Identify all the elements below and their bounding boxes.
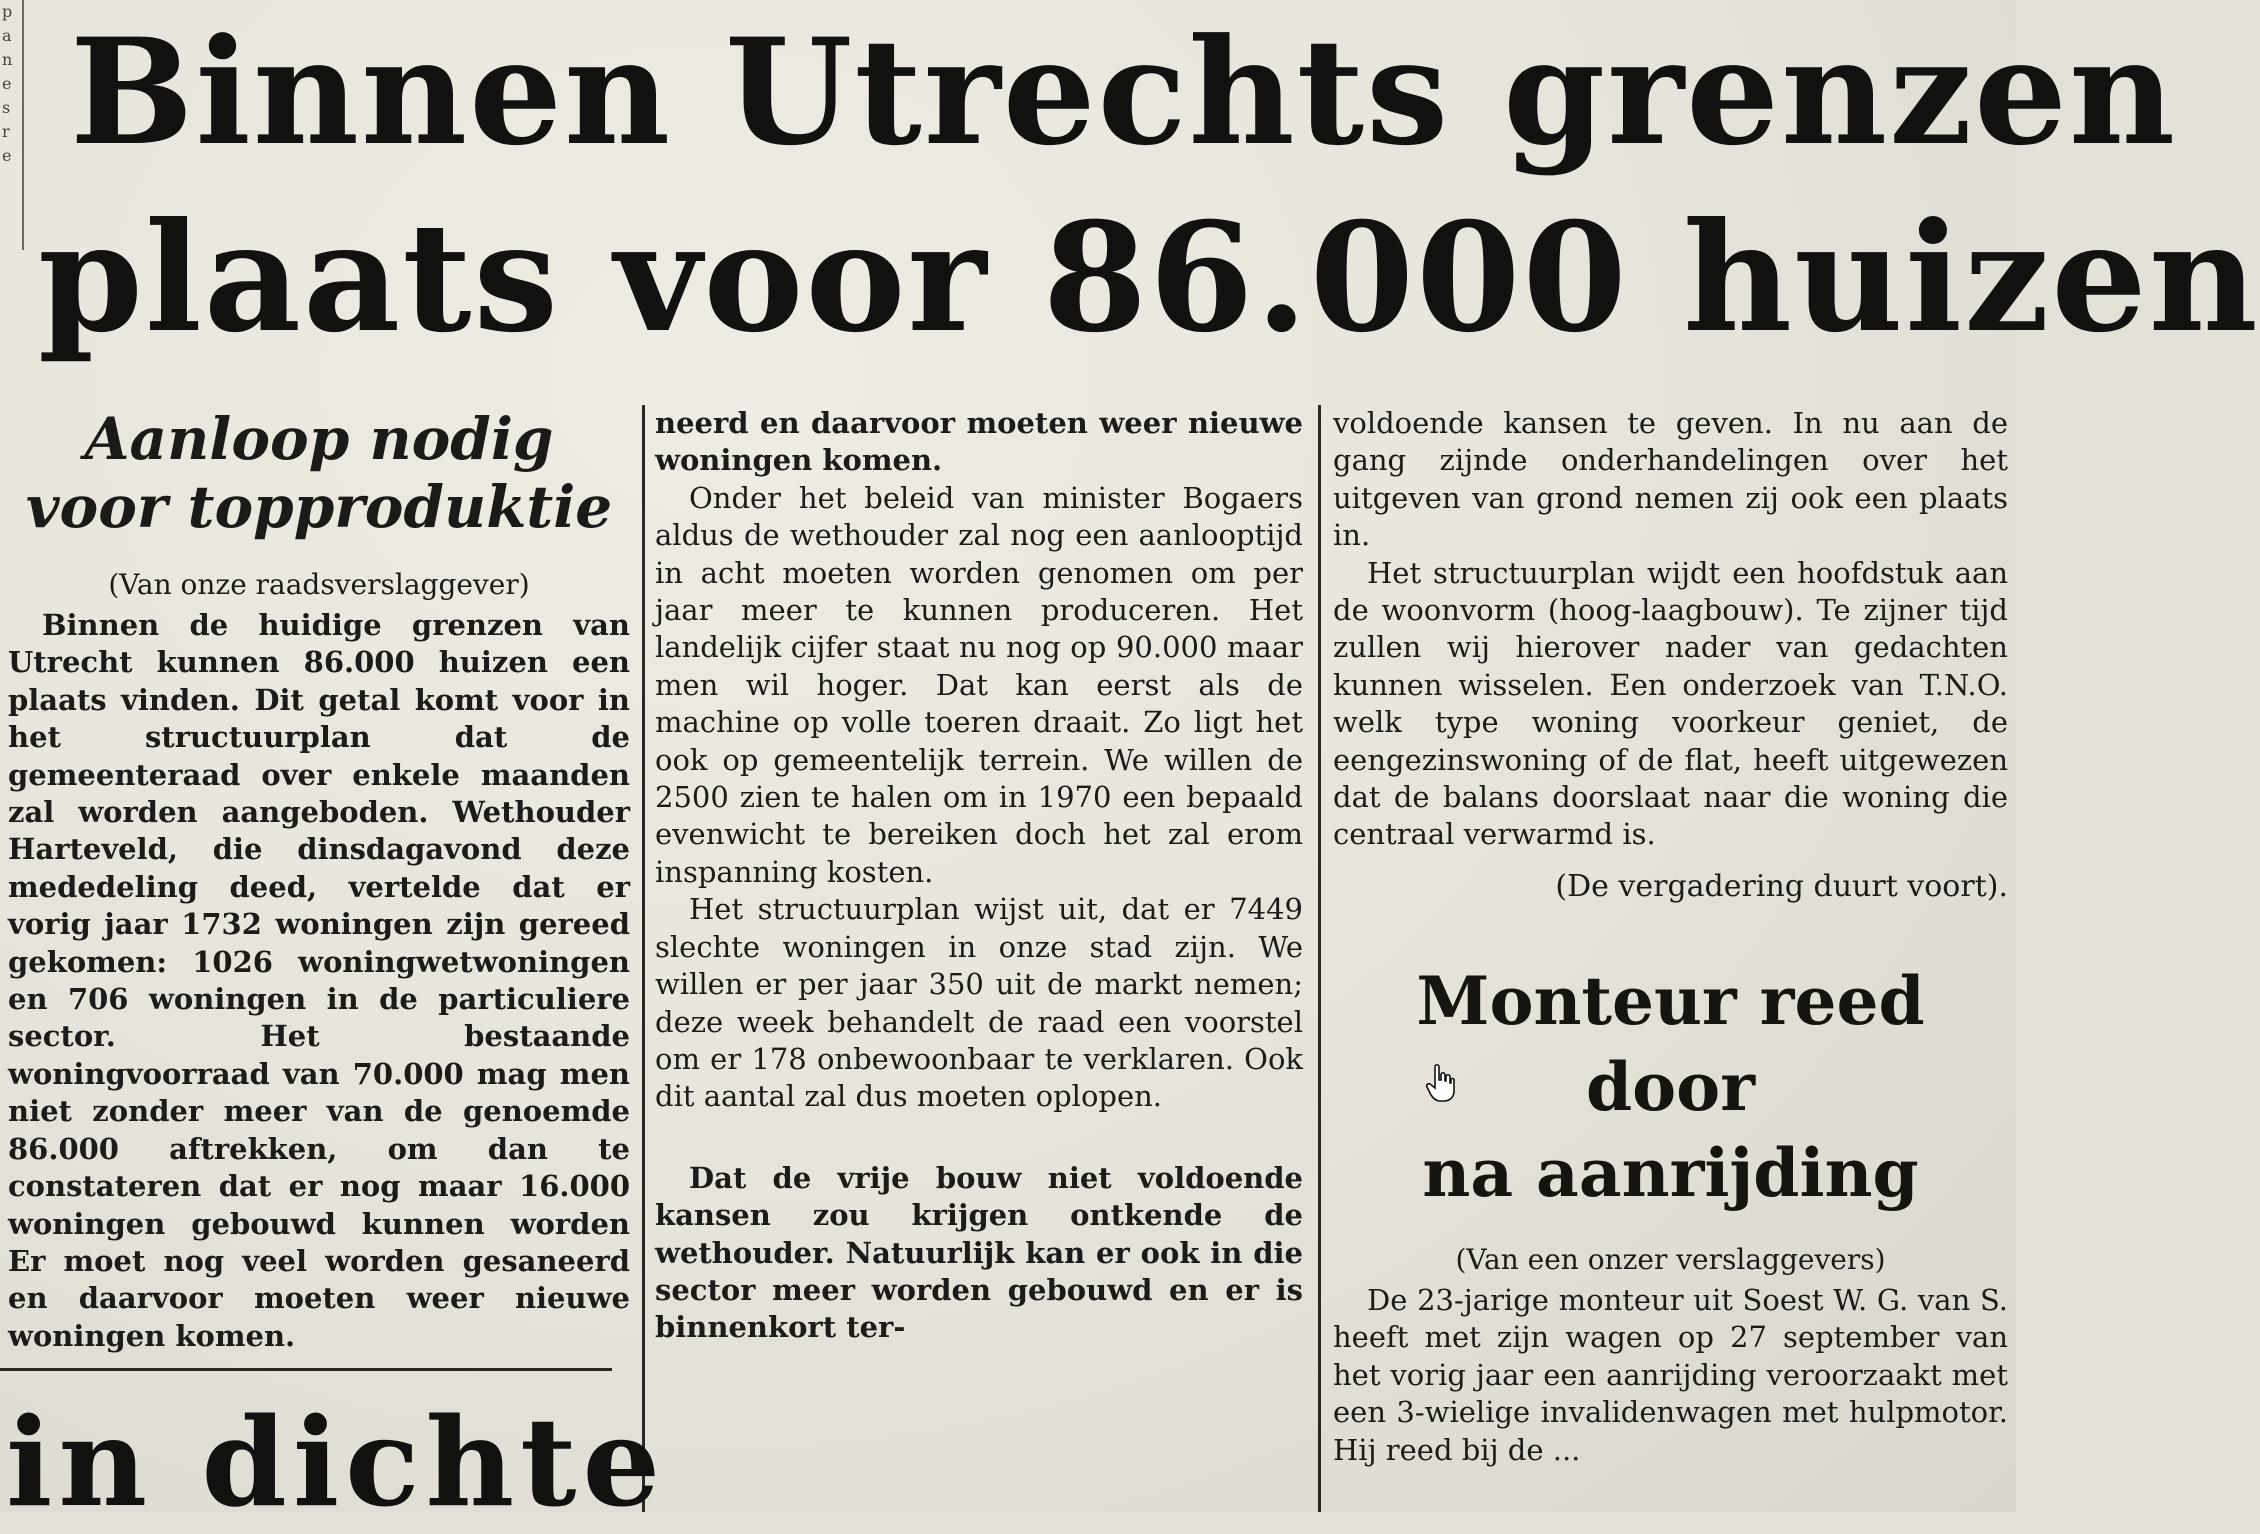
- article-column-3: [1333, 405, 2008, 1482]
- article-lead-paragraph: Binnen de huidige grenzen van Utrecht kunnen 86.000 huizen een plaats vinden. Dit getal komt voor in het structuurplan dat de gemeenteraad over enkele maanden zal worden aangeboden. Wethouder Harteveld, die dinsdagavond deze mededeling deed, vertelde dat er vorig jaar 1732 woningen zijn gereed gekomen: 1026 woningwetwoningen en 706 woningen in de particuliere sector. Het bestaande woningvoorraad van 70.000 mag men niet zonder meer van de genoemde 86.000 aftrekken, om dan te constateren dat er nog maar 16.000 woningen gebouwd kunnen worden Er moet nog veel worden gesaneerd en daarvoor moeten weer nieuwe woningen komen.: [8, 608, 630, 1353]
- second-article-byline: (Van een onzer verslaggevers): [1455, 1242, 1886, 1276]
- article-column-1: [8, 405, 630, 1353]
- article-byline: (Van onze raadsverslaggever): [108, 568, 530, 601]
- article-lead-continuation: neerd en daarvoor moeten weer nieuwe woningen komen.: [655, 406, 1303, 478]
- next-article-headline: in dichte: [6, 1390, 667, 1534]
- second-article-headline-line-1: Monteur reed door: [1416, 961, 1925, 1126]
- article-paragraph-4: Dat de vrije bouw niet voldoende kansen zou krijgen ontkende de wethouder. Natuurlijk kan er ook in die sector meer worden gebouwd en er is binnenkort ter-: [655, 1160, 1303, 1345]
- article-closing-note: (De vergadering duurt voort).: [1555, 868, 2008, 904]
- article-column-2: [655, 405, 1303, 1350]
- article-paragraph-3: Het structuurplan wijst uit, dat er 7449 slechte woningen in onze stad zijn. We willen er per jaar 350 uit de markt nemen; deze week behandelt de raad een voorstel om er 178 onbewoonbaar te verklaren. Ook dit aantal zal dus moeten oplopen.: [655, 892, 1303, 1114]
- article-paragraph-4-continuation: voldoende kansen te geven. In nu aan de gang zijnde onderhandelingen over het uitgeven van grond nemen zij ook een plaats in.: [1333, 406, 2008, 553]
- article-paragraph-2: Onder het beleid van minister Bogaers aldus de wethouder zal nog een aanlooptijd in acht moeten worden genomen om per jaar meer te kunnen produceren. Het landelijk cijfer staat nu nog op 90.000 maar men wil hoger. Dat kan eerst als de machine op volle toeren draait. Zo ligt het ook op gemeentelijk terrein. We willen de 2500 zien te halen om in 1970 een bepaald evenwicht te bereiken doch het zal erom inspanning kosten.: [655, 480, 1303, 889]
- second-article-headline-line-2: na aanrijding: [1422, 1133, 1919, 1212]
- article-subhead-line-1: Aanloop nodig: [84, 405, 554, 473]
- edge-letter: n: [2, 50, 13, 69]
- edge-letter: r: [2, 122, 10, 141]
- edge-letter: e: [2, 74, 12, 93]
- second-article-paragraph-1: De 23-jarige monteur uit Soest W. G. van S. heeft met zijn wagen op 27 september van het vorig jaar een aanrijding veroorzaakt met een 3-wielige invalidenwagen met hulpmotor. Hij reed bij de ...: [1333, 1282, 2008, 1467]
- section-rule: [0, 1368, 612, 1371]
- edge-letter: a: [2, 26, 12, 45]
- edge-letter: e: [2, 146, 12, 165]
- main-headline-line-2: plaats voor 86.000 huizen: [38, 190, 2260, 366]
- edge-letter: s: [2, 98, 11, 117]
- edge-letter: p: [2, 2, 13, 21]
- article-subhead-line-2: voor topproduktie: [25, 473, 613, 541]
- hand-cursor-icon: [1425, 1063, 1455, 1103]
- article-paragraph-5: Het structuurplan wijdt een hoofdstuk aan de woonvorm (hoog-laagbouw). Te zijner tijd zullen wij hierover nader van gedachten kunnen wisselen. Een onderzoek van T.N.O. welk type woning voorkeur geniet, de eengezinswoning of de flat, heeft uitgewezen dat de balans doorslaat naar die woning die centraal verwarmd is.: [1333, 555, 2008, 852]
- main-headline-line-1: Binnen Utrechts grenzen: [70, 7, 2178, 178]
- column-rule: [642, 405, 645, 1512]
- column-rule: [1318, 405, 1321, 1512]
- adjacent-column-edge: [0, 0, 24, 250]
